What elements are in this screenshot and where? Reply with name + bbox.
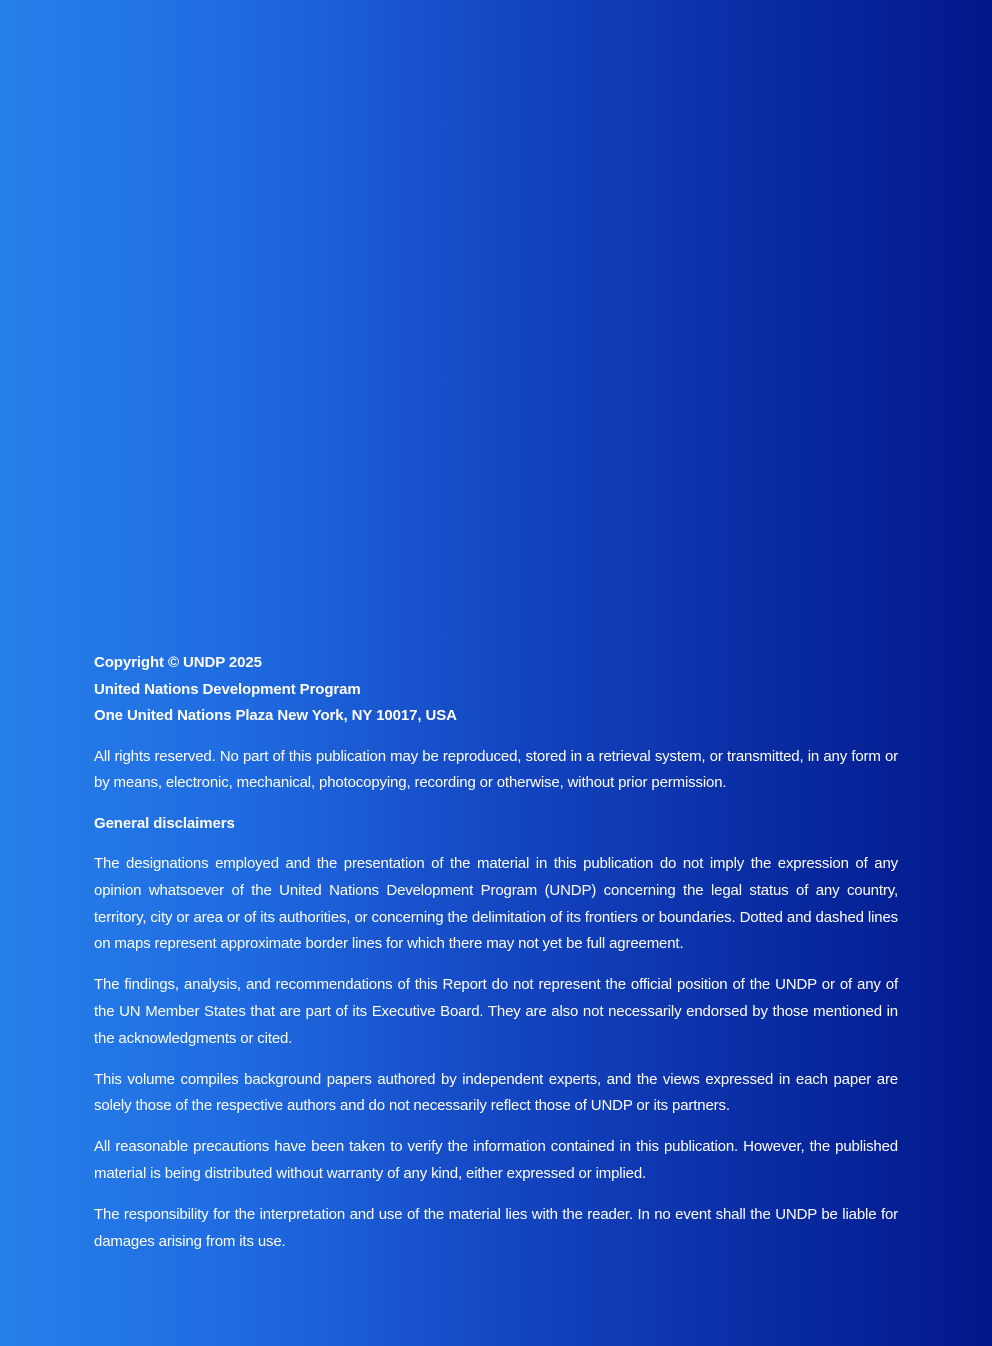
rights-statement: All rights reserved. No part of this publication may be reproduced, stored in a retrieval system, or transmitted, in any form or by means, electronic, mechanical, photocopying, recording or otherwise, without prior permission.	[94, 747, 898, 792]
disclaimer-paragraph: This volume compiles background papers authored by independent experts, and the views expressed in each paper are solely those of the respective authors and do not necessarily reflect those of UNDP or its partners.	[94, 1070, 898, 1115]
copyright-line: Copyright © UNDP 2025	[94, 654, 262, 671]
copyright-block	[94, 650, 898, 1269]
disclaimer-paragraph: The designations employed and the presentation of the material in this publication do not imply the expression of any opinion whatsoever of the United Nations Development Program (UNDP) concerning the legal status of any country, territory, city or area or of its authorities, or concerning the delimitation of its frontiers or boundaries. Dotted and dashed lines on maps represent approximate border lines for which there may not yet be full agreement.	[94, 855, 898, 953]
disclaimer-paragraph: The responsibility for the interpretation and use of the material lies with the reader. In no event shall the UNDP be liable for damages arising from its use.	[94, 1205, 898, 1250]
disclaimer-paragraph: The findings, analysis, and recommendations of this Report do not represent the official position of the UNDP or of any of the UN Member States that are part of its Executive Board. They are also not necessarily endorsed by those mentioned in the acknowledgments or cited.	[94, 976, 898, 1047]
disclaimer-paragraph: All reasonable precautions have been taken to verify the information contained in this publication. However, the published material is being distributed without warranty of any kind, either expressed or implied.	[94, 1138, 898, 1183]
organization-address: One United Nations Plaza New York, NY 10017, USA	[94, 707, 457, 724]
organization-name: United Nations Development Program	[94, 680, 361, 698]
disclaimers-title: General disclaimers	[94, 815, 235, 833]
publisher-info	[94, 650, 898, 730]
